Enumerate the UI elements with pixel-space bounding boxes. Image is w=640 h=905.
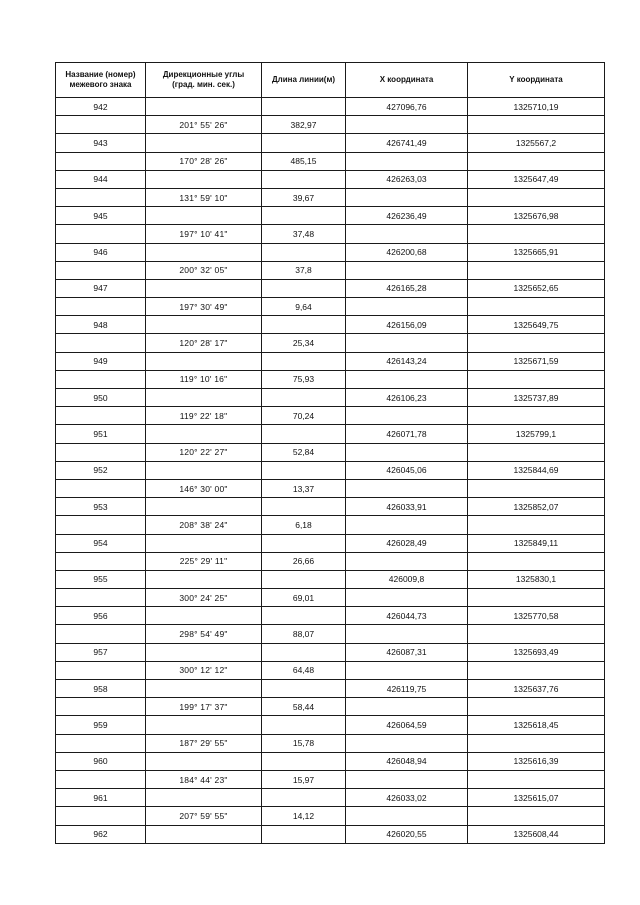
line-length-cell	[262, 752, 346, 770]
y-coordinate-cell	[468, 407, 605, 425]
direction-angle-cell	[146, 825, 262, 843]
x-coordinate-cell	[346, 661, 468, 679]
x-coordinate-cell	[346, 479, 468, 497]
x-coordinate-cell: 426009,8	[346, 570, 468, 588]
table-body	[56, 98, 605, 844]
x-coordinate-cell	[346, 116, 468, 134]
x-coordinate-cell: 426106,23	[346, 389, 468, 407]
header-row	[56, 63, 605, 98]
line-length-cell: 26,66	[262, 552, 346, 570]
direction-angle-cell: 197° 10' 41"	[146, 225, 262, 243]
x-coordinate-cell: 426143,24	[346, 352, 468, 370]
y-coordinate-cell	[468, 443, 605, 461]
direction-angle-cell: 300° 12' 12"	[146, 661, 262, 679]
x-coordinate-cell: 426020,55	[346, 825, 468, 843]
direction-angle-cell	[146, 134, 262, 152]
direction-angle-cell	[146, 570, 262, 588]
direction-angle-cell: 119° 22' 18"	[146, 407, 262, 425]
line-length-cell	[262, 207, 346, 225]
point-name-cell: 959	[56, 716, 146, 734]
point-name-cell	[56, 552, 146, 570]
table-row-point	[56, 825, 605, 843]
x-coordinate-cell: 426236,49	[346, 207, 468, 225]
table-row-point	[56, 279, 605, 297]
point-name-cell: 957	[56, 643, 146, 661]
x-coordinate-cell: 426263,03	[346, 170, 468, 188]
direction-angle-cell	[146, 389, 262, 407]
point-name-cell: 953	[56, 498, 146, 516]
header-x-coordinate	[346, 63, 468, 98]
table-row-point	[56, 752, 605, 770]
line-length-cell	[262, 389, 346, 407]
point-name-cell: 954	[56, 534, 146, 552]
direction-angle-cell: 131° 59' 10"	[146, 188, 262, 206]
x-coordinate-cell	[346, 589, 468, 607]
table-row-point	[56, 607, 605, 625]
y-coordinate-cell: 1325770,58	[468, 607, 605, 625]
table-row-point	[56, 425, 605, 443]
x-coordinate-cell: 426028,49	[346, 534, 468, 552]
y-coordinate-cell: 1325615,07	[468, 789, 605, 807]
y-coordinate-cell: 1325830,1	[468, 570, 605, 588]
direction-angle-cell	[146, 752, 262, 770]
table-row-segment	[56, 152, 605, 170]
y-coordinate-cell: 1325737,89	[468, 389, 605, 407]
table-row-segment	[56, 661, 605, 679]
header-y-coordinate	[468, 63, 605, 98]
line-length-cell	[262, 461, 346, 479]
x-coordinate-cell: 426741,49	[346, 134, 468, 152]
table-row-segment	[56, 298, 605, 316]
line-length-cell: 64,48	[262, 661, 346, 679]
direction-angle-cell	[146, 680, 262, 698]
point-name-cell: 947	[56, 279, 146, 297]
x-coordinate-cell: 427096,76	[346, 98, 468, 116]
x-coordinate-cell: 426044,73	[346, 607, 468, 625]
direction-angle-cell	[146, 279, 262, 297]
point-name-cell: 951	[56, 425, 146, 443]
y-coordinate-cell	[468, 589, 605, 607]
table-row-segment	[56, 407, 605, 425]
point-name-cell	[56, 225, 146, 243]
header-y-coordinate-text: Y координата	[509, 75, 563, 84]
table-row-segment	[56, 370, 605, 388]
x-coordinate-cell	[346, 734, 468, 752]
table-row-segment	[56, 698, 605, 716]
direction-angle-cell	[146, 534, 262, 552]
x-coordinate-cell: 426033,02	[346, 789, 468, 807]
point-name-cell	[56, 479, 146, 497]
header-direction-angle	[146, 63, 262, 98]
line-length-cell: 37,48	[262, 225, 346, 243]
direction-angle-cell	[146, 643, 262, 661]
direction-angle-cell: 200° 32' 05"	[146, 261, 262, 279]
point-name-cell	[56, 152, 146, 170]
point-name-cell: 944	[56, 170, 146, 188]
header-line-length	[262, 63, 346, 98]
y-coordinate-cell	[468, 770, 605, 788]
direction-angle-cell: 201° 55' 26"	[146, 116, 262, 134]
y-coordinate-cell: 1325844,69	[468, 461, 605, 479]
x-coordinate-cell: 426033,91	[346, 498, 468, 516]
header-point-name	[56, 63, 146, 98]
y-coordinate-cell: 1325671,59	[468, 352, 605, 370]
x-coordinate-cell: 426200,68	[346, 243, 468, 261]
table-row-segment	[56, 625, 605, 643]
x-coordinate-cell	[346, 225, 468, 243]
line-length-cell	[262, 279, 346, 297]
direction-angle-cell	[146, 461, 262, 479]
direction-angle-cell: 197° 30' 49"	[146, 298, 262, 316]
point-name-cell	[56, 661, 146, 679]
direction-angle-cell: 187° 29' 55"	[146, 734, 262, 752]
x-coordinate-cell	[346, 188, 468, 206]
table-row-point	[56, 170, 605, 188]
line-length-cell: 15,78	[262, 734, 346, 752]
table-row-point	[56, 789, 605, 807]
y-coordinate-cell	[468, 334, 605, 352]
direction-angle-cell	[146, 352, 262, 370]
x-coordinate-cell	[346, 407, 468, 425]
direction-angle-cell: 207° 59' 55"	[146, 807, 262, 825]
y-coordinate-cell	[468, 298, 605, 316]
direction-angle-cell	[146, 425, 262, 443]
x-coordinate-cell	[346, 298, 468, 316]
line-length-cell: 382,97	[262, 116, 346, 134]
line-length-cell	[262, 570, 346, 588]
y-coordinate-cell	[468, 516, 605, 534]
y-coordinate-cell: 1325665,91	[468, 243, 605, 261]
y-coordinate-cell	[468, 807, 605, 825]
x-coordinate-cell: 426071,78	[346, 425, 468, 443]
table-row-segment	[56, 552, 605, 570]
point-name-cell: 949	[56, 352, 146, 370]
line-length-cell	[262, 680, 346, 698]
point-name-cell	[56, 334, 146, 352]
direction-angle-cell: 120° 22' 27"	[146, 443, 262, 461]
direction-angle-cell	[146, 498, 262, 516]
y-coordinate-cell: 1325647,49	[468, 170, 605, 188]
y-coordinate-cell	[468, 734, 605, 752]
table-row-point	[56, 352, 605, 370]
header-point-name-line2: межевого знака	[69, 80, 132, 89]
y-coordinate-cell: 1325693,49	[468, 643, 605, 661]
x-coordinate-cell: 426165,28	[346, 279, 468, 297]
x-coordinate-cell: 426045,06	[346, 461, 468, 479]
y-coordinate-cell: 1325616,39	[468, 752, 605, 770]
header-direction-angle-line1: Дирекционные углы	[162, 70, 245, 79]
x-coordinate-cell	[346, 625, 468, 643]
point-name-cell: 952	[56, 461, 146, 479]
y-coordinate-cell: 1325567,2	[468, 134, 605, 152]
y-coordinate-cell: 1325637,76	[468, 680, 605, 698]
y-coordinate-cell: 1325652,65	[468, 279, 605, 297]
point-name-cell: 942	[56, 98, 146, 116]
line-length-cell: 39,67	[262, 188, 346, 206]
x-coordinate-cell	[346, 443, 468, 461]
y-coordinate-cell: 1325852,07	[468, 498, 605, 516]
point-name-cell: 943	[56, 134, 146, 152]
line-length-cell	[262, 170, 346, 188]
table-row-point	[56, 207, 605, 225]
x-coordinate-cell	[346, 370, 468, 388]
point-name-cell	[56, 807, 146, 825]
y-coordinate-cell: 1325649,75	[468, 316, 605, 334]
table-row-point	[56, 134, 605, 152]
direction-angle-cell: 225° 29' 11"	[146, 552, 262, 570]
direction-angle-cell	[146, 243, 262, 261]
line-length-cell	[262, 825, 346, 843]
direction-angle-cell: 199° 17' 37"	[146, 698, 262, 716]
line-length-cell: 52,84	[262, 443, 346, 461]
point-name-cell	[56, 589, 146, 607]
header-direction-angle-line2: (град. мин. сек.)	[172, 80, 235, 89]
point-name-cell: 950	[56, 389, 146, 407]
x-coordinate-cell	[346, 261, 468, 279]
point-name-cell: 961	[56, 789, 146, 807]
point-name-cell	[56, 370, 146, 388]
line-length-cell: 6,18	[262, 516, 346, 534]
x-coordinate-cell	[346, 334, 468, 352]
point-name-cell	[56, 770, 146, 788]
point-name-cell	[56, 625, 146, 643]
line-length-cell	[262, 607, 346, 625]
y-coordinate-cell	[468, 625, 605, 643]
y-coordinate-cell	[468, 152, 605, 170]
y-coordinate-cell	[468, 116, 605, 134]
direction-angle-cell: 146° 30' 00"	[146, 479, 262, 497]
line-length-cell: 13,37	[262, 479, 346, 497]
point-name-cell	[56, 298, 146, 316]
header-x-coordinate-text: X координата	[379, 75, 434, 84]
line-length-cell	[262, 789, 346, 807]
table-row-segment	[56, 116, 605, 134]
table-row-point	[56, 643, 605, 661]
y-coordinate-cell: 1325849,11	[468, 534, 605, 552]
line-length-cell: 69,01	[262, 589, 346, 607]
point-name-cell	[56, 516, 146, 534]
table-row-segment	[56, 589, 605, 607]
x-coordinate-cell: 426064,59	[346, 716, 468, 734]
y-coordinate-cell	[468, 552, 605, 570]
point-name-cell	[56, 734, 146, 752]
line-length-cell: 70,24	[262, 407, 346, 425]
header-point-name-line1: Название (номер)	[65, 70, 136, 79]
direction-angle-cell: 120° 28' 17"	[146, 334, 262, 352]
table-row-segment	[56, 443, 605, 461]
line-length-cell: 25,34	[262, 334, 346, 352]
y-coordinate-cell: 1325676,98	[468, 207, 605, 225]
point-name-cell	[56, 188, 146, 206]
point-name-cell: 948	[56, 316, 146, 334]
y-coordinate-cell: 1325608,44	[468, 825, 605, 843]
line-length-cell	[262, 498, 346, 516]
direction-angle-cell	[146, 316, 262, 334]
table-row-segment	[56, 807, 605, 825]
point-name-cell	[56, 407, 146, 425]
direction-angle-cell	[146, 789, 262, 807]
line-length-cell	[262, 534, 346, 552]
x-coordinate-cell: 426156,09	[346, 316, 468, 334]
header-line-length-text: Длина линии(м)	[271, 75, 336, 84]
table-row-point	[56, 98, 605, 116]
point-name-cell: 958	[56, 680, 146, 698]
direction-angle-cell	[146, 170, 262, 188]
x-coordinate-cell	[346, 152, 468, 170]
point-name-cell: 945	[56, 207, 146, 225]
x-coordinate-cell	[346, 770, 468, 788]
table-row-segment	[56, 225, 605, 243]
point-name-cell: 956	[56, 607, 146, 625]
table-row-point	[56, 243, 605, 261]
direction-angle-cell	[146, 207, 262, 225]
y-coordinate-cell: 1325618,45	[468, 716, 605, 734]
table-row-point	[56, 498, 605, 516]
line-length-cell: 15,97	[262, 770, 346, 788]
point-name-cell	[56, 116, 146, 134]
table-row-segment	[56, 261, 605, 279]
line-length-cell	[262, 243, 346, 261]
line-length-cell	[262, 98, 346, 116]
line-length-cell: 88,07	[262, 625, 346, 643]
x-coordinate-cell: 426048,94	[346, 752, 468, 770]
y-coordinate-cell	[468, 661, 605, 679]
line-length-cell: 485,15	[262, 152, 346, 170]
table-row-point	[56, 534, 605, 552]
point-name-cell	[56, 261, 146, 279]
x-coordinate-cell	[346, 516, 468, 534]
y-coordinate-cell	[468, 261, 605, 279]
x-coordinate-cell	[346, 698, 468, 716]
y-coordinate-cell	[468, 479, 605, 497]
line-length-cell	[262, 716, 346, 734]
table-header	[56, 63, 605, 98]
line-length-cell	[262, 352, 346, 370]
line-length-cell: 37,8	[262, 261, 346, 279]
direction-angle-cell: 300° 24' 25"	[146, 589, 262, 607]
table-row-point	[56, 389, 605, 407]
table-row-segment	[56, 516, 605, 534]
line-length-cell	[262, 316, 346, 334]
table-row-point	[56, 461, 605, 479]
boundary-points-table	[55, 62, 605, 844]
direction-angle-cell: 208° 38' 24"	[146, 516, 262, 534]
table-row-point	[56, 716, 605, 734]
y-coordinate-cell	[468, 698, 605, 716]
y-coordinate-cell	[468, 188, 605, 206]
x-coordinate-cell	[346, 807, 468, 825]
line-length-cell: 75,93	[262, 370, 346, 388]
y-coordinate-cell: 1325710,19	[468, 98, 605, 116]
direction-angle-cell	[146, 716, 262, 734]
y-coordinate-cell	[468, 225, 605, 243]
line-length-cell: 9,64	[262, 298, 346, 316]
point-name-cell	[56, 443, 146, 461]
direction-angle-cell: 298° 54' 49"	[146, 625, 262, 643]
table-row-segment	[56, 334, 605, 352]
table-row-segment	[56, 479, 605, 497]
x-coordinate-cell: 426087,31	[346, 643, 468, 661]
y-coordinate-cell: 1325799,1	[468, 425, 605, 443]
line-length-cell	[262, 134, 346, 152]
table-row-segment	[56, 734, 605, 752]
direction-angle-cell	[146, 98, 262, 116]
direction-angle-cell: 184° 44' 23"	[146, 770, 262, 788]
point-name-cell: 960	[56, 752, 146, 770]
direction-angle-cell	[146, 607, 262, 625]
table-row-point	[56, 570, 605, 588]
point-name-cell: 946	[56, 243, 146, 261]
x-coordinate-cell: 426119,75	[346, 680, 468, 698]
point-name-cell	[56, 698, 146, 716]
table-row-segment	[56, 188, 605, 206]
direction-angle-cell: 170° 28' 26"	[146, 152, 262, 170]
point-name-cell: 955	[56, 570, 146, 588]
point-name-cell: 962	[56, 825, 146, 843]
line-length-cell	[262, 643, 346, 661]
line-length-cell: 58,44	[262, 698, 346, 716]
table-row-segment	[56, 770, 605, 788]
x-coordinate-cell	[346, 552, 468, 570]
line-length-cell	[262, 425, 346, 443]
y-coordinate-cell	[468, 370, 605, 388]
line-length-cell: 14,12	[262, 807, 346, 825]
table-row-point	[56, 680, 605, 698]
direction-angle-cell: 119° 10' 16"	[146, 370, 262, 388]
table-row-point	[56, 316, 605, 334]
